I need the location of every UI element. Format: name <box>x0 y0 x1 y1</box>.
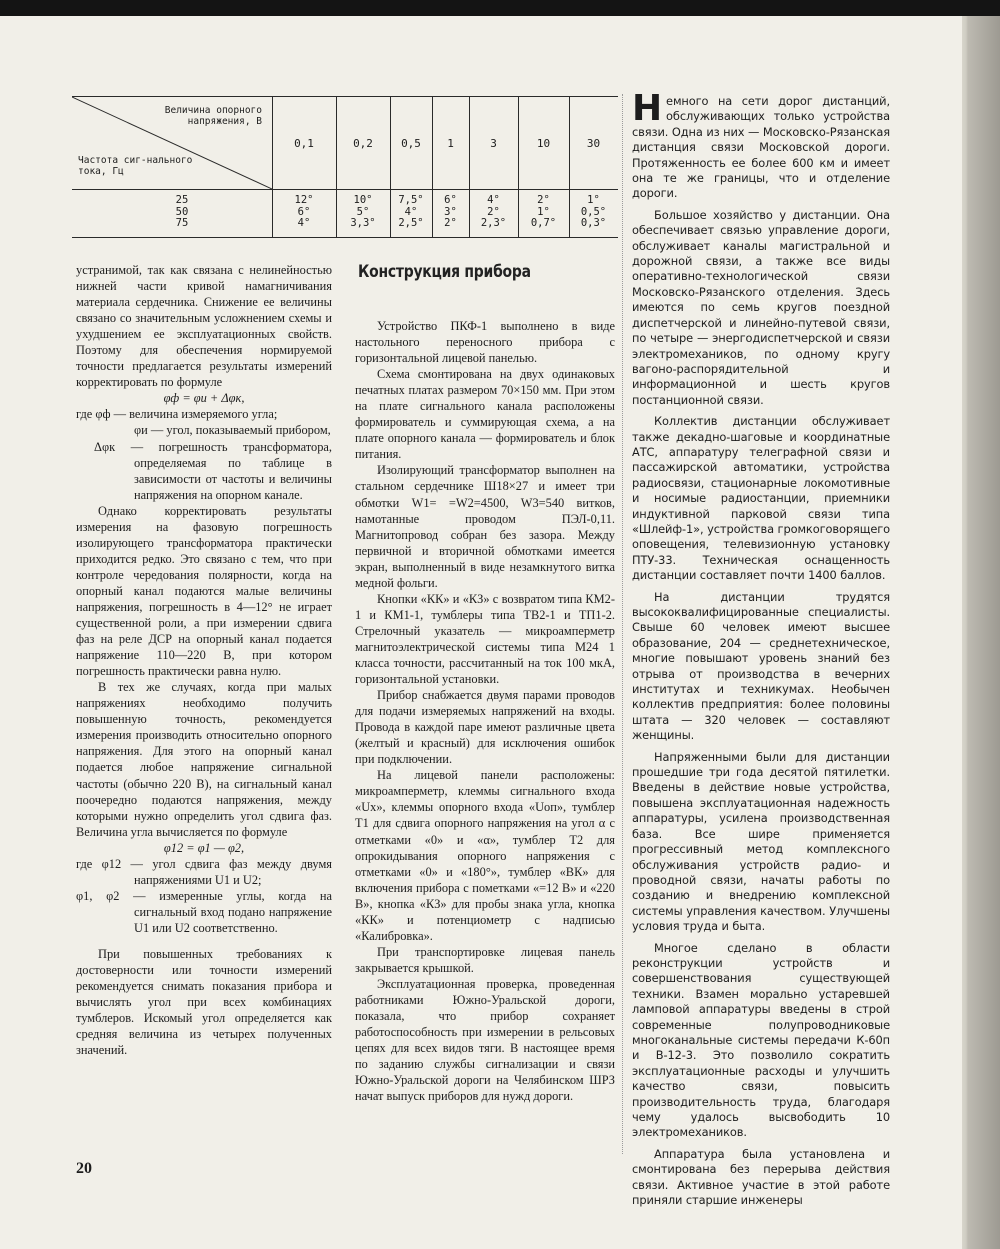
formula-legend: φи — угол, показываемый прибором, <box>134 423 331 438</box>
table-value-cell: 10° 5° 3,3° <box>350 194 376 229</box>
table-value-cell: 2° 1° 0,7° <box>530 194 557 229</box>
table-voltage-cell: 0,5 <box>401 137 421 150</box>
formula: φф = φи + Δφк, <box>163 391 245 406</box>
paragraph: Многое сделано в области реконструкции устройств и совершенствования существующей техники. Взамен морально устаревшей ламповой аппаратуры введены в строй современные полупроводниковые многоканальные системы передачи К-60п и В-12-3. Это позволило сократить эксплуатационные расходы и улучшить качество связи, повысить производительность труда, благодаря чему удалось высвободить 10 электромехаников. <box>632 940 890 1140</box>
table-voltage-cell: 1 <box>447 137 454 150</box>
paragraph: Напряженными были для дистанции прошедшие три года десятой пятилетки. Введены в действие новые устройства, повышена эксплуатационная надежность аппаратуры, усилена производственная база. Все шире применяется прогрессивный метод комплексного обслуживания устройств радио- и проводной связи, начаты работы по созданию и внедрению комплексной системы управления качеством. Улучшены условия труда и быта. <box>632 749 890 934</box>
section-heading: Конструкция прибора <box>358 262 531 282</box>
drop-cap: Н <box>632 88 663 129</box>
paragraph: Аппаратура была установлена и смонтирована без перерыва действия связи. Активное участие в этой работе приняли старшие инженеры <box>632 1146 890 1208</box>
table-value-cell: 6° 3° 2° <box>444 194 457 229</box>
formula-legend: Δφк — погрешность трансформатора, определяемая по таблице в зависимости от частоты и величины напряжения на опорном канале. <box>94 439 332 502</box>
table-frequency-cell: 25 50 75 <box>175 194 189 229</box>
paragraph: На дистанции трудятся высококвалифицированные специалисты. Свыше 60 человек имеют высшее образование, 204 — среднетехническое, многие повышают уровень знаний без отрыва от производства в вечерних институтах и техникумах. Необычен коллектив предприятия: более половины штата — 320 человек — составляют женщины. <box>632 589 890 743</box>
text-column-right <box>632 88 890 1208</box>
paragraph <box>632 88 890 202</box>
paragraph: Прибор снабжается двумя парами проводов для подачи измеряемых напряжений на входы. Провода в каждой паре имеют различные цвета (желтый и красный) для исключения ошибок при подключении. <box>355 688 615 767</box>
paragraph: Однако корректировать результаты измерения на фазовую погрешность изолирующего трансформатора практически приходится редко. Это связано с тем, что при контроле чередования полярности, когда на опорный канал подаются малые величины напряжения, погрешность в 4—12° не играет существенной роли, а при измерении сдвига фаз на реле ДСР на опорный канал подается напряжение 110—220 В, при котором погрешность практически равна нулю. <box>76 503 332 679</box>
table-header-voltage: Величина опорного напряжения, В <box>164 105 262 127</box>
table-voltage-cell: 0,1 <box>294 137 314 150</box>
table-voltage-cell: 10 <box>536 137 551 150</box>
calibration-table <box>72 96 618 238</box>
formula-legend: где φ12 — угол сдвига фаз между двумя напряжениями U1 и U2; <box>76 856 332 887</box>
paragraph: Большое хозяйство у дистанции. Она обеспечивает связью управление дороги, обслуживает каналы магистральной и дорожной связи, а также все виды оперативно-технологической связи Московско-Рязанского отделения. Здесь имеются по семь кругов поездной диспетчерской и линейно-путевой связи, по четыре — энергодиспетчерской и связи электромехаников, по одному кругу вагоно-распорядительной и информационной и шесть кругов постанционной связи. <box>632 207 890 407</box>
page-binding-edge <box>962 16 1000 1249</box>
formula-legend: где φф — величина измеряемого угла; <box>76 407 278 422</box>
paragraph: устранимой, так как связана с нелинейностью нижней части кривой намагничивания материала сердечника. Снижение ее величины связано со значительным усложнением схемы и ухудшением ее эксплуатационных свойств. Поэтому для обеспечения нормируемой точности предлагается результаты измерений корректировать по формуле <box>76 263 332 390</box>
paragraph: Устройство ПКФ-1 выполнено в виде настольного переносного прибора с горизонтальной лицевой панелью. <box>355 319 615 366</box>
table-voltage-cell: 0,2 <box>353 137 373 150</box>
top-dark-border <box>0 0 1000 16</box>
paragraph: Схема смонтирована на двух одинаковых печатных платах размером 70×150 мм. При этом на плате сигнального канала расположены формирователь и суммирующая схема, а на плате опорного канала — формирователь и блок питания. <box>355 367 615 462</box>
paragraph: При транспортировке лицевая панель закрывается крышкой. <box>355 944 615 975</box>
paragraph: На лицевой панели расположены: микроамперметр, клеммы сигнального входа «Uх», клеммы опорного входа «Uоп», тумблер Т1 для сдвига опорного напряжения на угол α с отметками «0» и «α», тумблер Т2 для опрокидывания опорного напряжения с отметками «0» и «180°», тумблер «ВК» для включения прибора с пометками «=12 В» и «220 В», кнопка «КЗ» для пробы знака угла, кнопка «КК» и потенциометр с надписью «Калибровка». <box>355 768 615 943</box>
paragraph: Эксплуатационная проверка, проведенная работниками Южно-Уральской дороги, показала, что прибор сохраняет работоспособность при измерении в рельсовых цепях для всех видов тяги. В настоящее время по заданию службы сигнализации и связи Южно-Уральской дороги на Челябинском ШРЗ начат выпуск приборов для нужд дороги. <box>355 976 615 1104</box>
table-header-rule <box>72 189 618 190</box>
text-column-middle <box>355 318 615 1104</box>
formula: φ12 = φ1 — φ2, <box>163 840 245 855</box>
column-divider <box>622 94 623 1154</box>
table-voltage-cell: 30 <box>586 137 601 150</box>
table-value-cell: 7,5° 4° 2,5° <box>398 194 424 229</box>
paragraph-text: емного на сети дорог дистанций, обслуживающих только устройства связи. Одна из них — Московско-Рязанская дистанция связи Московской дороги. Протяженность ее более 600 км и имеет она те же границы, что и отделение дороги. <box>632 94 890 201</box>
paragraph: При повышенных требованиях к достоверности или точности измерений рекомендуется снимать показания прибора и вычислять угол при всех комбинациях тумблеров. Искомый угол определяется как средняя величина из четырех полученных значений. <box>76 946 332 1058</box>
table-value-cell: 12° 6° 4° <box>294 194 314 229</box>
page-number: 20 <box>76 1160 92 1177</box>
paragraph: В тех же случаях, когда при малых напряжениях необходимо получить повышенную точность, рекомендуется измерения производить относительно опорного напряжения. Для этого на опорный канал подается любое напряжение сигнальной частоты (обычно 220 В), на сигнальный канал поочередно подаются напряжения, между которыми нужно определить угол сдвига фаз. Величина угла вычисляется по формуле <box>76 680 332 839</box>
paragraph: Коллектив дистанции обслуживает также декадно-шаговые и координатные АТС, аппаратуру телеграфной связи и пассажирской автоматики, устройства радиосвязи, стационарные локомотивные и носимые радиостанции, приемники индуктивной парковой связи типа «Шлейф-1», устройства громкоговорящего оповещения, телевизионную установку ПТУ-33. Техническая оснащенность дистанции составляет почти 1400 баллов. <box>632 414 890 583</box>
table-value-cell: 4° 2° 2,3° <box>480 194 507 229</box>
table-header-frequency: Частота сиг-нального тока, Гц <box>78 155 193 177</box>
paragraph: Кнопки «КК» и «КЗ» с возвратом типа КМ2-1 и КМ1-1, тумблеры типа ТВ2-1 и ТП1-2. Стрелочный указатель — микроамперметр магнитоэлектрической системы типа М24 1 класса точности, рассчитанный на ток 100 мкА, горизонтальной установки. <box>355 591 615 687</box>
paragraph: Изолирующий трансформатор выполнен на стальном сердечнике Ш18×27 и имеет три обмотки W1= =W2=4500, W3=540 витков, намотанные проводом ПЭЛ-0,11. Магнитопровод собран без зазора. Между первичной и вторичной обмотками имеется экран, выполненный в виде незамкнутого витка медной фольги. <box>355 463 615 590</box>
table-voltage-cell: 3 <box>490 137 497 150</box>
table-value-cell: 1° 0,5° 0,3° <box>580 194 607 229</box>
formula-legend: φ1, φ2 — измеренные углы, когда на сигнальный вход подано напряжение U1 или U2 соответственно. <box>76 888 332 935</box>
text-column-left <box>76 262 332 1058</box>
